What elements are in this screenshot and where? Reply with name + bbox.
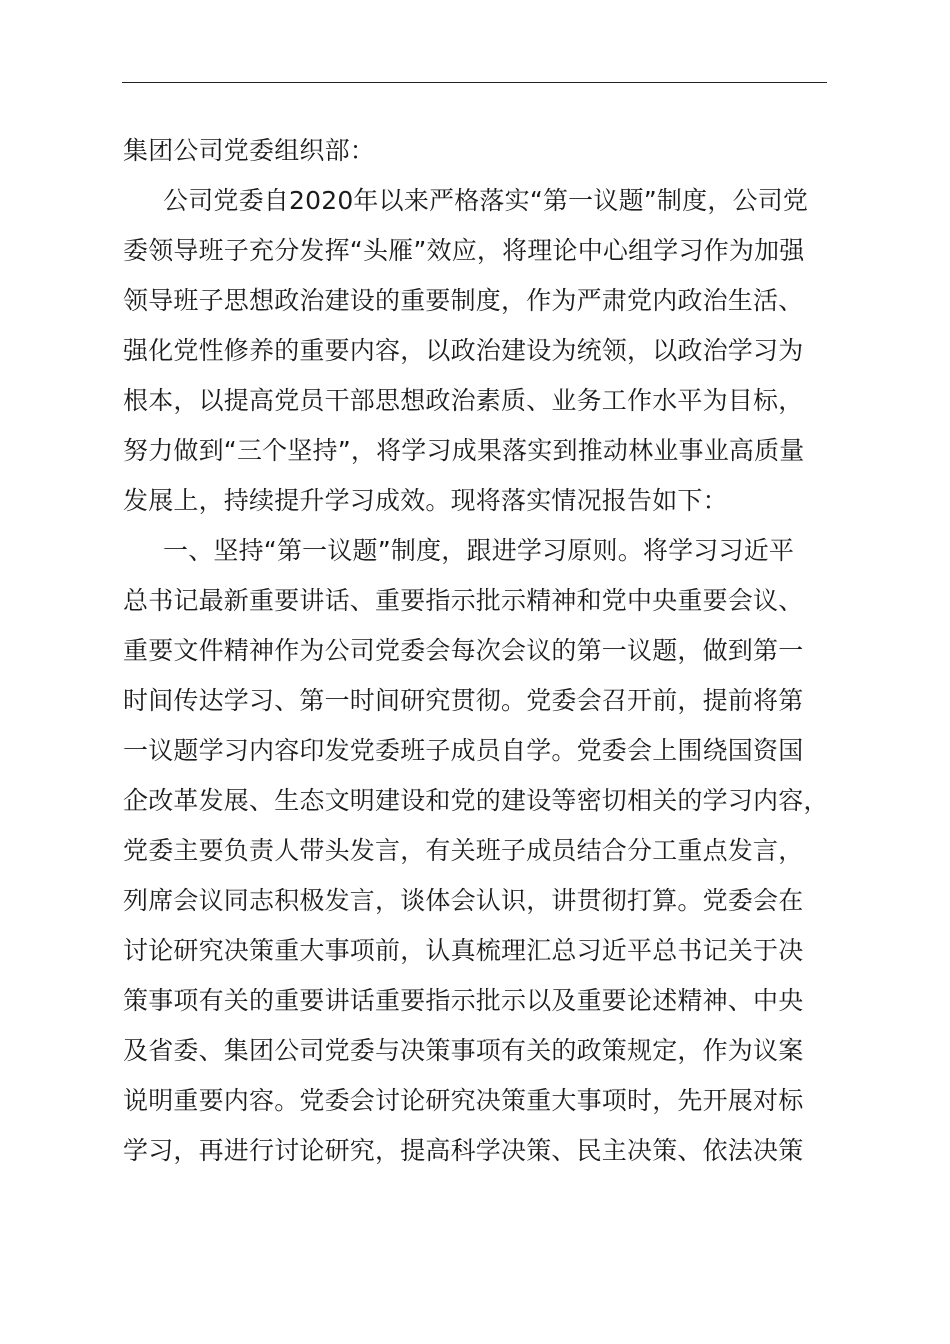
paragraph-line: 党委主要负责人带头发言，有关班子成员结合分工重点发言， (123, 836, 804, 865)
paragraph-line: 学习，再进行讨论研究，提高科学决策、民主决策、依法决策 (123, 1136, 804, 1165)
paragraph-line: 领导班子思想政治建设的重要制度，作为严肃党内政治生活、 (123, 286, 804, 315)
paragraph-line: 委领导班子充分发挥“头雁”效应，将理论中心组学习作为加强 (123, 236, 805, 265)
paragraph-line: 努力做到“三个坚持”，将学习成果落实到推动林业事业高质量 (123, 436, 805, 465)
paragraph-line: 重要文件精神作为公司党委会每次会议的第一议题，做到第一 (123, 636, 804, 665)
paragraph-line: 总书记最新重要讲话、重要指示批示精神和党中央重要会议、 (123, 586, 804, 615)
document-body (123, 126, 829, 1176)
section-heading-line: 一、坚持“第一议题”制度，跟进学习原则。将学习习近平 (163, 536, 795, 565)
paragraph-line: 及省委、集团公司党委与决策事项有关的政策规定，作为议案 (123, 1036, 804, 1065)
paragraph-line: 策事项有关的重要讲话重要指示批示以及重要论述精神、中央 (123, 986, 804, 1015)
paragraph-line: 公司党委自2020年以来严格落实“第一议题”制度，公司党 (163, 186, 809, 215)
paragraph-line: 一议题学习内容印发党委班子成员自学。党委会上围绕国资国 (123, 736, 804, 765)
paragraph-line: 列席会议同志积极发言，谈体会认识，讲贯彻打算。党委会在 (123, 886, 804, 915)
salutation: 集团公司党委组织部： (123, 136, 376, 165)
paragraph-line: 发展上，持续提升学习成效。现将落实情况报告如下： (123, 486, 728, 515)
paragraph-line: 讨论研究决策重大事项前，认真梳理汇总习近平总书记关于决 (123, 936, 804, 965)
paragraph-line: 时间传达学习、第一时间研究贯彻。党委会召开前，提前将第 (123, 686, 804, 715)
paragraph-line: 企改革发展、生态文明建设和党的建设等密切相关的学习内容， (123, 786, 829, 815)
paragraph-line: 根本，以提高党员干部思想政治素质、业务工作水平为目标， (123, 386, 804, 415)
header-rule (122, 82, 827, 83)
paragraph-line: 说明重要内容。党委会讨论研究决策重大事项时，先开展对标 (123, 1086, 804, 1115)
paragraph-line: 强化党性修养的重要内容，以政治建设为统领，以政治学习为 (123, 336, 804, 365)
